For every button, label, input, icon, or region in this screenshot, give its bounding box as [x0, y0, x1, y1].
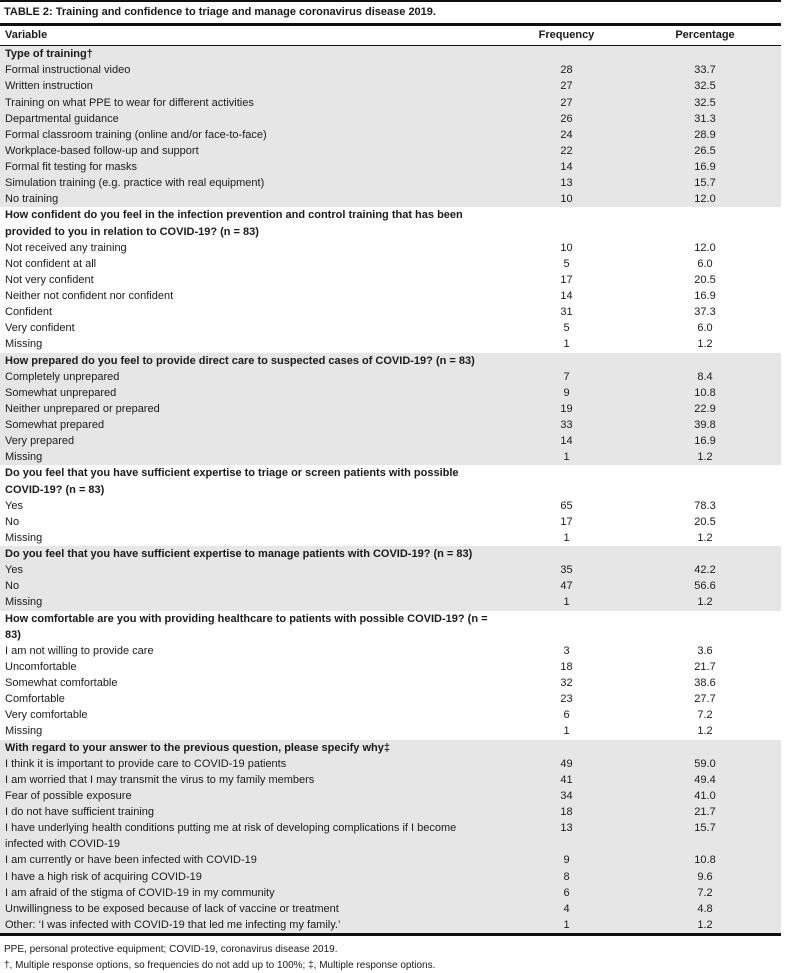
row-percentage: 1.2: [629, 594, 781, 610]
row-percentage: 28.9: [629, 127, 781, 143]
row-label: No training: [0, 191, 504, 207]
row-frequency: 65: [504, 498, 629, 514]
row-label: I think it is important to provide care to COVID-19 patients: [0, 756, 504, 772]
row-percentage: 32.5: [629, 78, 781, 94]
row-frequency: 3: [504, 643, 629, 659]
row-label: No: [0, 514, 504, 530]
row-frequency: 1: [504, 336, 629, 352]
row-percentage: 33.7: [629, 62, 781, 78]
row-percentage: 41.0: [629, 788, 781, 804]
row-percentage: 12.0: [629, 240, 781, 256]
row-label: Departmental guidance: [0, 111, 504, 127]
row-percentage: 38.6: [629, 675, 781, 691]
table-row: [0, 530, 781, 546]
row-label: Confident: [0, 304, 504, 320]
row-label: I have underlying health conditions putting me at risk of developing complications if I become infected with COVID-19: [0, 820, 504, 852]
table-row: [0, 78, 781, 94]
row-frequency: 6: [504, 885, 629, 901]
table-row: [0, 175, 781, 191]
section-header-label: Do you feel that you have sufficient expertise to triage or screen patients with possible COVID-19? (n = 83): [0, 465, 504, 497]
row-label: I am afraid of the stigma of COVID-19 in my community: [0, 885, 504, 901]
row-label: I am not willing to provide care: [0, 643, 504, 659]
row-frequency: 10: [504, 240, 629, 256]
row-percentage: 16.9: [629, 288, 781, 304]
section-header-label: How comfortable are you with providing healthcare to patients with possible COVID-19? (n = 83): [0, 611, 504, 643]
table-section: [0, 465, 781, 546]
table-body: [0, 46, 781, 933]
footnote-abbreviations: PPE, personal protective equipment; COVID-19, coronavirus disease 2019.: [0, 942, 781, 958]
row-label: Very prepared: [0, 433, 504, 449]
table-row: [0, 111, 781, 127]
row-label: Missing: [0, 723, 504, 739]
row-label: No: [0, 578, 504, 594]
table-bottom-rule: [0, 933, 781, 936]
row-percentage: 26.5: [629, 143, 781, 159]
table-row: [0, 433, 781, 449]
table-row: [0, 449, 781, 465]
table-row: [0, 159, 781, 175]
table-row: [0, 820, 781, 852]
section-header-label: Type of training†: [0, 46, 504, 62]
row-label: Not confident at all: [0, 256, 504, 272]
table-row: [0, 62, 781, 78]
section-header-label: How confident do you feel in the infection prevention and control training that has been provided to you in relation to COVID-19? (n = 83): [0, 207, 504, 239]
row-frequency: 6: [504, 707, 629, 723]
table-footnotes: [0, 942, 781, 973]
row-label: Written instruction: [0, 78, 504, 94]
row-frequency: 7: [504, 369, 629, 385]
row-percentage: 78.3: [629, 498, 781, 514]
table-row: [0, 240, 781, 256]
table-row: [0, 288, 781, 304]
section-header: [0, 546, 781, 562]
table-row: [0, 804, 781, 820]
row-label: Formal classroom training (online and/or face-to-face): [0, 127, 504, 143]
table-row: [0, 514, 781, 530]
row-label: I have a high risk of acquiring COVID-19: [0, 869, 504, 885]
row-frequency: 5: [504, 256, 629, 272]
row-label: Unwillingness to be exposed because of lack of vaccine or treatment: [0, 901, 504, 917]
row-label: Yes: [0, 498, 504, 514]
row-percentage: 1.2: [629, 336, 781, 352]
row-frequency: 31: [504, 304, 629, 320]
row-frequency: 5: [504, 320, 629, 336]
row-percentage: 59.0: [629, 756, 781, 772]
section-header: [0, 353, 781, 369]
table-row: [0, 127, 781, 143]
row-percentage: 9.6: [629, 869, 781, 885]
row-label: Somewhat unprepared: [0, 385, 504, 401]
row-frequency: 4: [504, 901, 629, 917]
section-header-label: Do you feel that you have sufficient expertise to manage patients with COVID-19? (n = 83): [0, 546, 504, 562]
table-row: [0, 675, 781, 691]
column-header-percentage: Percentage: [629, 27, 781, 43]
row-percentage: 12.0: [629, 191, 781, 207]
row-percentage: 3.6: [629, 643, 781, 659]
table-row: [0, 901, 781, 917]
row-frequency: 9: [504, 385, 629, 401]
row-frequency: 14: [504, 159, 629, 175]
row-percentage: 10.8: [629, 852, 781, 868]
row-percentage: 6.0: [629, 256, 781, 272]
row-percentage: 1.2: [629, 530, 781, 546]
column-header-variable: Variable: [0, 27, 504, 43]
row-label: Formal fit testing for masks: [0, 159, 504, 175]
table-row: [0, 256, 781, 272]
row-percentage: 6.0: [629, 320, 781, 336]
row-percentage: 39.8: [629, 417, 781, 433]
row-frequency: 13: [504, 175, 629, 191]
row-percentage: 10.8: [629, 385, 781, 401]
row-label: Simulation training (e.g. practice with real equipment): [0, 175, 504, 191]
row-frequency: 23: [504, 691, 629, 707]
row-percentage: 37.3: [629, 304, 781, 320]
row-percentage: 49.4: [629, 772, 781, 788]
row-percentage: 22.9: [629, 401, 781, 417]
row-frequency: 1: [504, 723, 629, 739]
row-frequency: 27: [504, 78, 629, 94]
table-row: [0, 723, 781, 739]
row-label: Neither not confident nor confident: [0, 288, 504, 304]
row-frequency: 35: [504, 562, 629, 578]
row-frequency: 27: [504, 95, 629, 111]
row-label: I am worried that I may transmit the virus to my family members: [0, 772, 504, 788]
row-frequency: 1: [504, 594, 629, 610]
section-header-label: How prepared do you feel to provide direct care to suspected cases of COVID-19? (n = 83): [0, 353, 504, 369]
row-label: Training on what PPE to wear for different activities: [0, 95, 504, 111]
row-frequency: 17: [504, 272, 629, 288]
row-frequency: 34: [504, 788, 629, 804]
row-label: Missing: [0, 594, 504, 610]
table-row: [0, 885, 781, 901]
row-percentage: 31.3: [629, 111, 781, 127]
row-label: Missing: [0, 336, 504, 352]
table-row: [0, 917, 781, 933]
table-row: [0, 643, 781, 659]
row-percentage: 21.7: [629, 804, 781, 820]
section-header: [0, 611, 781, 643]
row-label: Other: ‘I was infected with COVID-19 that led me infecting my family.’: [0, 917, 504, 933]
section-header-label: With regard to your answer to the previous question, please specify why‡: [0, 740, 504, 756]
table-row: [0, 691, 781, 707]
section-header: [0, 740, 781, 756]
footnote-symbols: †, Multiple response options, so frequencies do not add up to 100%; ‡, Multiple response options.: [0, 958, 781, 973]
section-header: [0, 46, 781, 62]
row-label: Very comfortable: [0, 707, 504, 723]
row-frequency: 8: [504, 869, 629, 885]
row-percentage: 15.7: [629, 175, 781, 191]
row-percentage: 42.2: [629, 562, 781, 578]
row-percentage: 7.2: [629, 885, 781, 901]
table-row: [0, 594, 781, 610]
table-row: [0, 869, 781, 885]
table-row: [0, 498, 781, 514]
row-percentage: 32.5: [629, 95, 781, 111]
table-row: [0, 772, 781, 788]
table-row: [0, 562, 781, 578]
table-row: [0, 659, 781, 675]
table-section: [0, 611, 781, 740]
row-label: Formal instructional video: [0, 62, 504, 78]
table-section: [0, 740, 781, 934]
table-row: [0, 336, 781, 352]
row-frequency: 32: [504, 675, 629, 691]
table-header-row: [0, 26, 781, 45]
table-row: [0, 385, 781, 401]
row-label: Missing: [0, 530, 504, 546]
row-frequency: 1: [504, 917, 629, 933]
row-label: Missing: [0, 449, 504, 465]
row-frequency: 9: [504, 852, 629, 868]
table-row: [0, 756, 781, 772]
row-frequency: 41: [504, 772, 629, 788]
table-row: [0, 578, 781, 594]
row-frequency: 1: [504, 530, 629, 546]
row-frequency: 26: [504, 111, 629, 127]
row-label: Fear of possible exposure: [0, 788, 504, 804]
table-row: [0, 272, 781, 288]
table-section: [0, 207, 781, 352]
section-header: [0, 465, 781, 497]
row-percentage: 1.2: [629, 449, 781, 465]
table-section: [0, 353, 781, 466]
table-row: [0, 401, 781, 417]
row-frequency: 24: [504, 127, 629, 143]
row-percentage: 15.7: [629, 820, 781, 836]
table-section: [0, 546, 781, 611]
row-frequency: 18: [504, 804, 629, 820]
row-frequency: 19: [504, 401, 629, 417]
row-frequency: 10: [504, 191, 629, 207]
row-label: Workplace-based follow-up and support: [0, 143, 504, 159]
row-percentage: 16.9: [629, 433, 781, 449]
row-frequency: 47: [504, 578, 629, 594]
row-frequency: 22: [504, 143, 629, 159]
row-frequency: 33: [504, 417, 629, 433]
table-row: [0, 143, 781, 159]
table-row: [0, 788, 781, 804]
row-label: I do not have sufficient training: [0, 804, 504, 820]
row-label: Completely unprepared: [0, 369, 504, 385]
table-row: [0, 191, 781, 207]
row-label: Comfortable: [0, 691, 504, 707]
row-frequency: 1: [504, 449, 629, 465]
row-percentage: 21.7: [629, 659, 781, 675]
row-label: Yes: [0, 562, 504, 578]
row-percentage: 1.2: [629, 723, 781, 739]
row-percentage: 16.9: [629, 159, 781, 175]
row-frequency: 14: [504, 288, 629, 304]
row-percentage: 4.8: [629, 901, 781, 917]
row-percentage: 1.2: [629, 917, 781, 933]
table-row: [0, 369, 781, 385]
row-label: Neither unprepared or prepared: [0, 401, 504, 417]
table-row: [0, 304, 781, 320]
row-frequency: 49: [504, 756, 629, 772]
row-frequency: 14: [504, 433, 629, 449]
row-frequency: 18: [504, 659, 629, 675]
table-title: TABLE 2: Training and confidence to triage and manage coronavirus disease 2019.: [0, 2, 781, 23]
table-row: [0, 417, 781, 433]
row-percentage: 27.7: [629, 691, 781, 707]
column-header-frequency: Frequency: [504, 27, 629, 43]
row-percentage: 56.6: [629, 578, 781, 594]
table-row: [0, 707, 781, 723]
table-row: [0, 852, 781, 868]
row-label: Somewhat prepared: [0, 417, 504, 433]
table-section: [0, 46, 781, 207]
row-label: Very confident: [0, 320, 504, 336]
section-header: [0, 207, 781, 239]
row-label: Not very confident: [0, 272, 504, 288]
row-percentage: 8.4: [629, 369, 781, 385]
row-label: Uncomfortable: [0, 659, 504, 675]
row-percentage: 7.2: [629, 707, 781, 723]
row-label: I am currently or have been infected with COVID-19: [0, 852, 504, 868]
row-frequency: 28: [504, 62, 629, 78]
row-label: Not received any training: [0, 240, 504, 256]
row-percentage: 20.5: [629, 514, 781, 530]
row-label: Somewhat comfortable: [0, 675, 504, 691]
table-row: [0, 95, 781, 111]
row-frequency: 13: [504, 820, 629, 836]
row-percentage: 20.5: [629, 272, 781, 288]
table-row: [0, 320, 781, 336]
row-frequency: 17: [504, 514, 629, 530]
